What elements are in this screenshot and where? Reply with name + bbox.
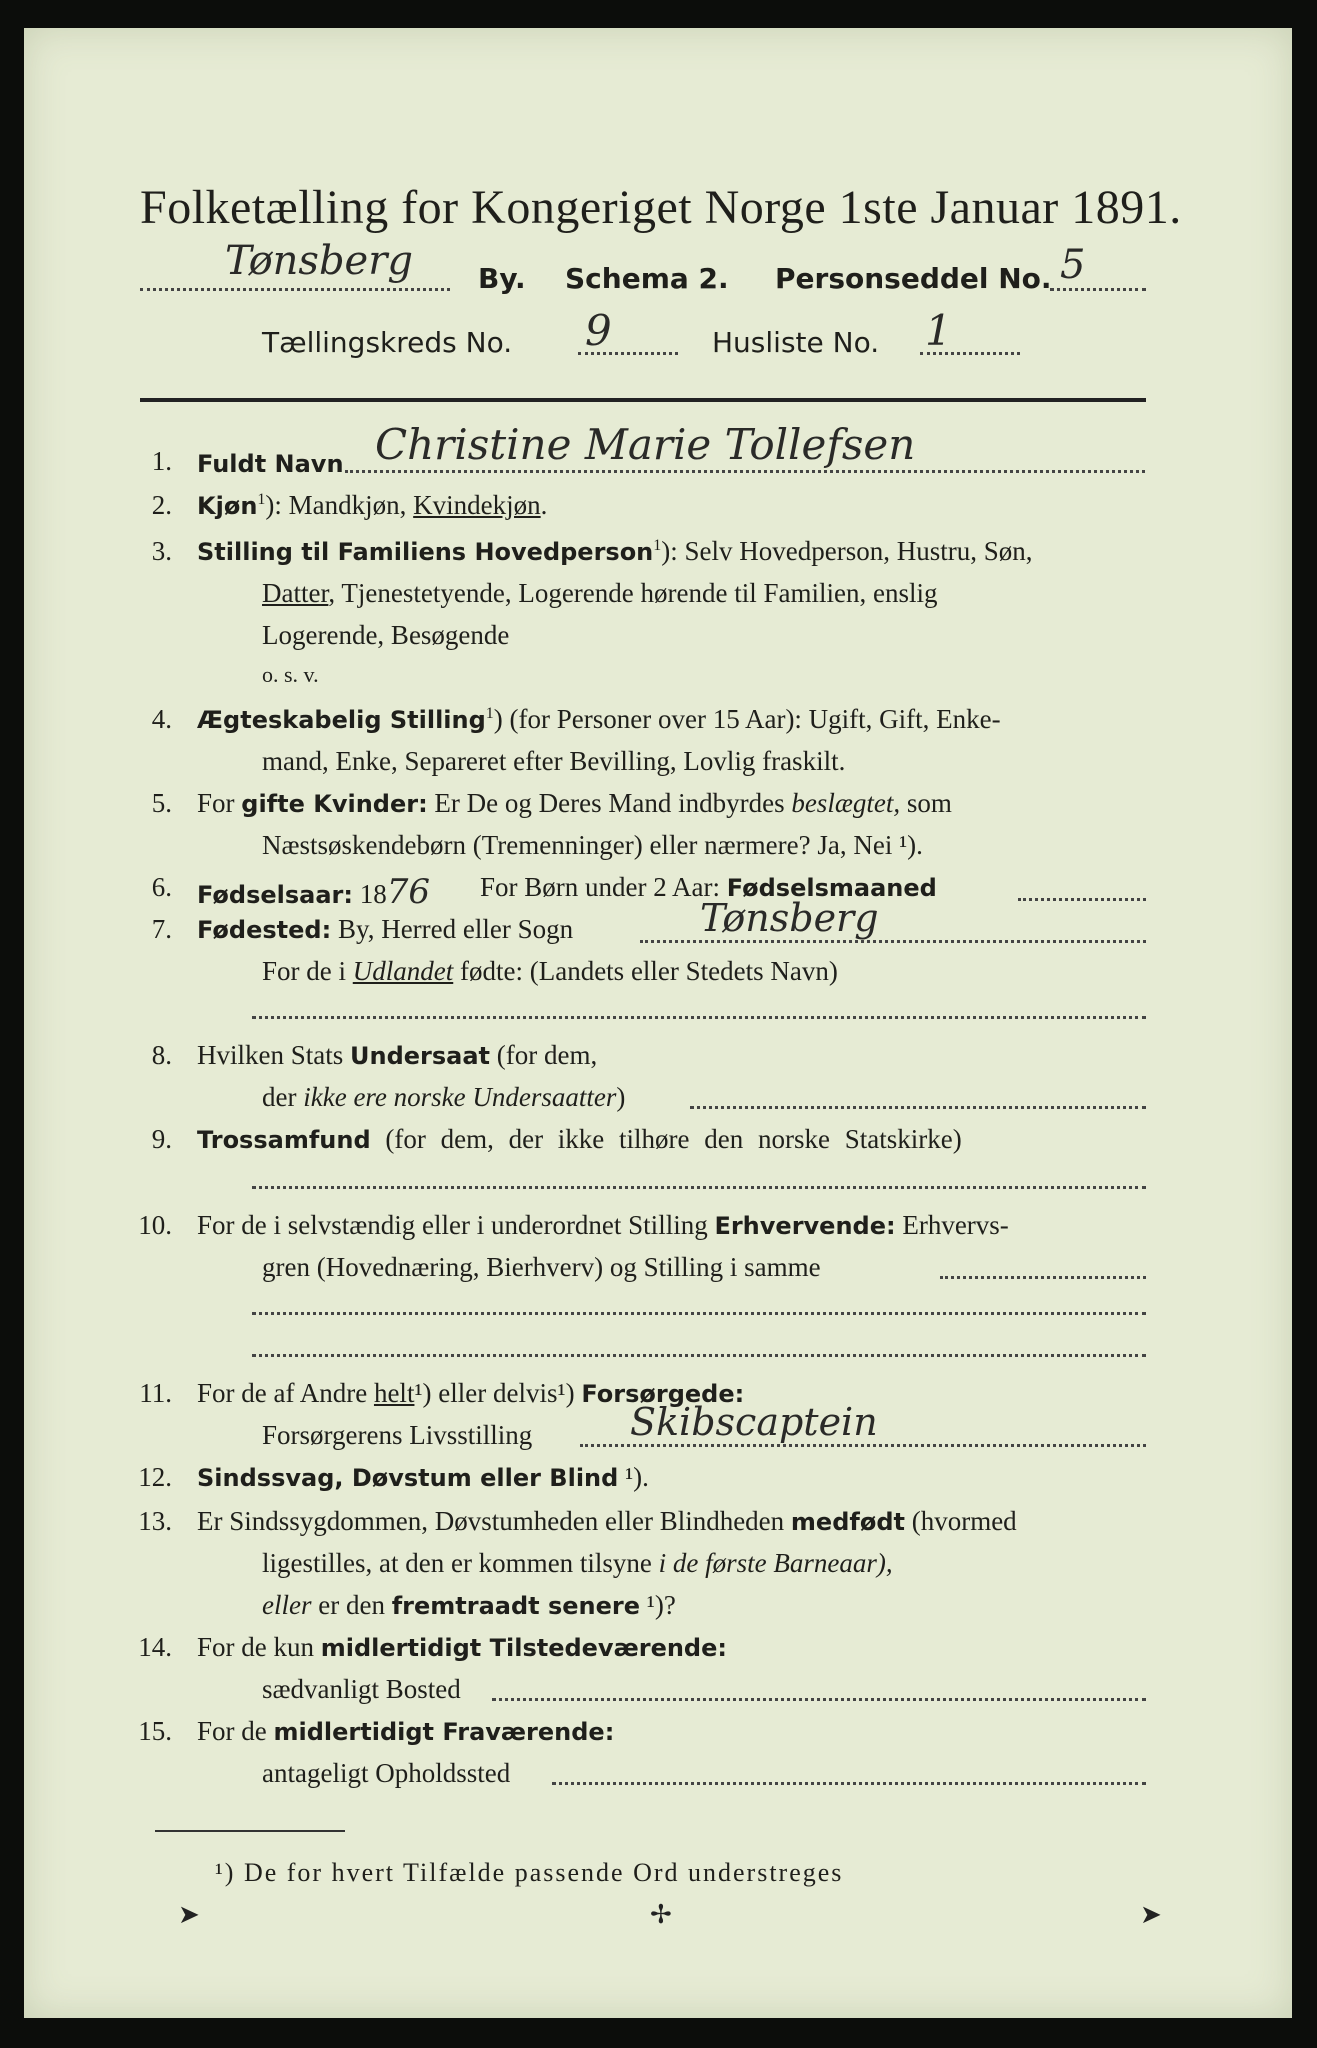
q11-answer: Skibscaptein: [630, 1400, 878, 1444]
q6-line2: For Børn under 2 Aar: Fødselsmaaned: [480, 872, 937, 902]
dotted-line: [492, 1698, 1146, 1701]
q8-line2: der ikke ere norske Undersaatter): [262, 1082, 626, 1112]
dotted-line: [580, 1444, 1146, 1447]
q13-line1: Er Sindssygdommen, Døvstumheden eller Blindheden medfødt (hvormed: [197, 1506, 1017, 1536]
q13-line3: eller er den fremtraadt senere ¹)?: [262, 1590, 676, 1620]
q12-line1: Sindssvag, Døvstum eller Blind ¹).: [197, 1462, 649, 1492]
kreds-number: 9: [585, 306, 612, 355]
q3-line3: Logerende, Besøgende: [262, 620, 510, 650]
item-number: 13.: [138, 1506, 172, 1536]
husliste-number: 1: [925, 306, 952, 355]
registration-mark-icon: ➤: [178, 1900, 200, 1929]
q6-line1: Fødselsaar: 1876: [197, 872, 431, 912]
item-number: 9.: [151, 1124, 172, 1154]
q4-line2: mand, Enke, Separeret efter Bevilling, Lovlig fraskilt.: [262, 746, 846, 776]
q4-line1: Ægteskabelig Stilling$^1$) (for Personer over 15 Aar): Ugift, Gift, Enke-: [197, 704, 1001, 734]
dotted-line: [1018, 898, 1146, 901]
footnote-rule: [155, 1830, 345, 1832]
registration-mark-icon: ➤: [1140, 1900, 1162, 1929]
q5-line1: For gifte Kvinder: Er De og Deres Mand indbyrdes beslægtet, som: [197, 788, 952, 818]
item-number: 10.: [138, 1210, 172, 1240]
q9-line1: Trossamfund (for dem, der ikke tilhøre den norske Statskirke): [197, 1124, 962, 1154]
dotted-line: [940, 1276, 1146, 1279]
q11-line2: Forsørgerens Livsstilling: [262, 1420, 533, 1450]
dotted-line: [920, 352, 1020, 355]
q1-answer: Christine Marie Tollefsen: [375, 420, 916, 469]
q3-line1: Stilling til Familiens Hovedperson$^1$): Selv Hovedperson, Hustru, Søn,: [197, 536, 1033, 566]
q8-line1: Hvilken Stats Undersaat (for dem,: [197, 1040, 598, 1070]
dotted-line: [252, 1312, 1146, 1315]
item-number: 11.: [139, 1378, 172, 1408]
dotted-line: [552, 1782, 1146, 1785]
item-number: 1.: [151, 446, 172, 476]
by-label: By.: [478, 262, 526, 295]
item-number: 6.: [151, 872, 172, 902]
form-title: Folketælling for Kongeriget Norge 1ste Januar 1891.: [140, 181, 1182, 234]
q13-line2: ligestilles, at den er kommen tilsyne i de første Barneaar),: [262, 1548, 893, 1578]
item-number: 12.: [138, 1462, 172, 1492]
schema-label: Schema 2.: [565, 262, 729, 295]
item-number: 2.: [151, 490, 172, 520]
dotted-line: [640, 940, 1146, 943]
dotted-line: [140, 288, 450, 291]
dotted-line: [252, 1016, 1146, 1019]
item-number: 8.: [151, 1040, 172, 1070]
item-number: 7.: [151, 914, 172, 944]
personseddel-label: Personseddel No.: [775, 262, 1052, 295]
q2-text: Kjøn$^1$): Mandkjøn, Kvindekjøn.: [197, 490, 548, 520]
q5-line2: Næstsøskendebørn (Tremenninger) eller nærmere? Ja, Nei ¹).: [262, 830, 923, 860]
dotted-line: [1050, 288, 1146, 291]
q1-label: Fuldt Navn: [197, 450, 344, 478]
dotted-line: [252, 1186, 1146, 1189]
q7-line2: For de i Udlandet fødte: (Landets eller Stedets Navn): [262, 956, 838, 986]
q14-line2: sædvanligt Bosted: [262, 1674, 461, 1704]
q15-line1: For de midlertidigt Fraværende:: [197, 1716, 615, 1746]
item-number: 4.: [151, 704, 172, 734]
footnote: ¹) De for hvert Tilfælde passende Ord understreges: [215, 1858, 844, 1887]
q3-line2: Datter, Tjenestetyende, Logerende hørende til Familien, enslig: [262, 578, 938, 608]
q7-line1: Fødested: By, Herred eller Sogn: [197, 914, 574, 944]
item-number: 14.: [138, 1632, 172, 1662]
q10-line1: For de i selvstændig eller i underordnet Stilling Erhvervende: Erhvervs-: [197, 1210, 1009, 1240]
item-number: 5.: [151, 788, 172, 818]
dotted-line: [690, 1106, 1146, 1109]
dotted-line: [345, 470, 1145, 473]
q15-line2: antageligt Opholdssted: [262, 1758, 511, 1788]
item-number: 3.: [151, 536, 172, 566]
q11-line1: For de af Andre helt¹) eller delvis¹) Forsørgede:: [197, 1378, 745, 1408]
header-rule: [140, 398, 1146, 402]
place-answer: Tønsberg: [225, 238, 413, 284]
q7-answer: Tønsberg: [700, 896, 879, 940]
q10-line2: gren (Hovednæring, Bierhverv) og Stilling i samme: [262, 1252, 821, 1282]
personseddel-number: 5: [1060, 242, 1086, 288]
registration-mark-icon: ✢: [650, 1900, 672, 1929]
dotted-line: [252, 1354, 1146, 1357]
item-number: 15.: [138, 1716, 172, 1746]
dotted-line: [578, 352, 678, 355]
q14-line1: For de kun midlertidigt Tilstedeværende:: [197, 1632, 727, 1662]
kreds-label: Tællingskreds No.: [262, 326, 513, 359]
q3-line4: o. s. v.: [262, 662, 319, 687]
husliste-label: Husliste No.: [712, 326, 880, 359]
